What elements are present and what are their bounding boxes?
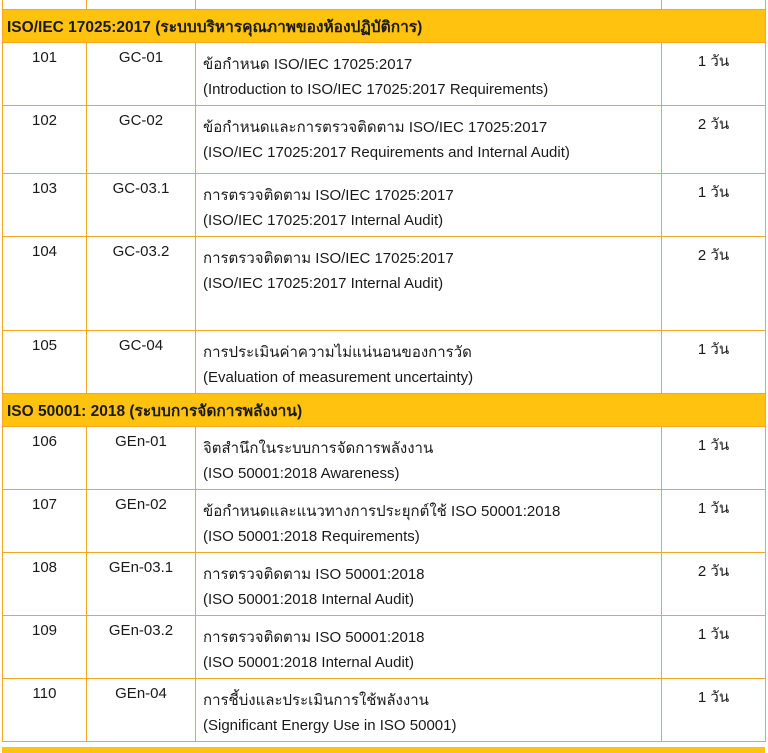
table-row xyxy=(3,616,766,679)
course-title-th: การตรวจติดตาม ISO/IEC 17025:2017 xyxy=(203,250,454,267)
next-section-header-edge xyxy=(2,747,765,753)
course-code: GEn-04 xyxy=(87,679,196,742)
table-top-edge-row xyxy=(3,0,766,10)
course-title xyxy=(196,553,662,616)
course-title-en: (Introduction to ISO/IEC 17025:2017 Requirements) xyxy=(203,81,549,98)
course-title-en: (ISO/IEC 17025:2017 Internal Audit) xyxy=(203,275,444,292)
section-header-iso50001 xyxy=(3,394,766,427)
course-title-en: (ISO 50001:2018 Awareness) xyxy=(203,465,400,482)
course-number: 107 xyxy=(3,490,87,553)
course-duration: 1 วัน xyxy=(662,679,766,742)
course-code: GC-02 xyxy=(87,106,196,174)
course-code: GEn-03.2 xyxy=(87,616,196,679)
course-title xyxy=(196,106,662,174)
course-title xyxy=(196,679,662,742)
course-duration: 2 วัน xyxy=(662,237,766,331)
course-number: 102 xyxy=(3,106,87,174)
course-code: GC-01 xyxy=(87,43,196,106)
course-number: 105 xyxy=(3,331,87,394)
table-row xyxy=(3,237,766,331)
course-title xyxy=(196,237,662,331)
course-duration: 1 วัน xyxy=(662,43,766,106)
course-number: 108 xyxy=(3,553,87,616)
course-number: 110 xyxy=(3,679,87,742)
course-duration: 1 วัน xyxy=(662,331,766,394)
course-title xyxy=(196,174,662,237)
course-code: GC-03.1 xyxy=(87,174,196,237)
table-row xyxy=(3,679,766,742)
course-code: GC-04 xyxy=(87,331,196,394)
course-title-th: ข้อกำหนด ISO/IEC 17025:2017 xyxy=(203,56,413,73)
section-heading: ISO/IEC 17025:2017 (ระบบบริหารคุณภาพของห้องปฏิบัติการ) xyxy=(3,10,766,43)
course-title-en: (ISO 50001:2018 Internal Audit) xyxy=(203,654,414,671)
course-title-en: (ISO/IEC 17025:2017 Requirements and Internal Audit) xyxy=(203,144,570,161)
course-title xyxy=(196,616,662,679)
course-duration: 1 วัน xyxy=(662,490,766,553)
course-title xyxy=(196,43,662,106)
table-row xyxy=(3,553,766,616)
course-title-th: จิตสำนึกในระบบการจัดการพลังงาน xyxy=(203,440,434,457)
course-title xyxy=(196,331,662,394)
table-row xyxy=(3,331,766,394)
course-duration: 1 วัน xyxy=(662,174,766,237)
course-number: 109 xyxy=(3,616,87,679)
course-duration: 1 วัน xyxy=(662,616,766,679)
course-number: 103 xyxy=(3,174,87,237)
course-title xyxy=(196,427,662,490)
course-duration: 1 วัน xyxy=(662,427,766,490)
course-number: 106 xyxy=(3,427,87,490)
table-row xyxy=(3,490,766,553)
table-row xyxy=(3,174,766,237)
course-code: GEn-02 xyxy=(87,490,196,553)
course-title-th: ข้อกำหนดและการตรวจติดตาม ISO/IEC 17025:2017 xyxy=(203,119,548,136)
course-title-en: (Significant Energy Use in ISO 50001) xyxy=(203,717,457,734)
course-title-en: (ISO/IEC 17025:2017 Internal Audit) xyxy=(203,212,444,229)
course-number: 104 xyxy=(3,237,87,331)
course-code: GEn-03.1 xyxy=(87,553,196,616)
course-table xyxy=(2,0,766,742)
course-title-th: การตรวจติดตาม ISO 50001:2018 xyxy=(203,566,425,583)
course-code: GC-03.2 xyxy=(87,237,196,331)
section-header-iso17025 xyxy=(3,10,766,43)
course-code: GEn-01 xyxy=(87,427,196,490)
table-row xyxy=(3,43,766,106)
section-heading: ISO 50001: 2018 (ระบบการจัดการพลังงาน) xyxy=(3,394,766,427)
course-title-th: การชี้บ่งและประเมินการใช้พลังงาน xyxy=(203,692,429,709)
course-duration: 2 วัน xyxy=(662,553,766,616)
table-row xyxy=(3,106,766,174)
course-title-en: (Evaluation of measurement uncertainty) xyxy=(203,369,474,386)
course-title-th: การตรวจติดตาม ISO 50001:2018 xyxy=(203,629,425,646)
course-title-th: การตรวจติดตาม ISO/IEC 17025:2017 xyxy=(203,187,454,204)
course-duration: 2 วัน xyxy=(662,106,766,174)
course-number: 101 xyxy=(3,43,87,106)
course-title-en: (ISO 50001:2018 Internal Audit) xyxy=(203,591,414,608)
course-title-en: (ISO 50001:2018 Requirements) xyxy=(203,528,420,545)
course-title-th: ข้อกำหนดและแนวทางการประยุกต์ใช้ ISO 50001:2018 xyxy=(203,503,561,520)
table-row xyxy=(3,427,766,490)
course-title xyxy=(196,490,662,553)
course-title-th: การประเมินค่าความไม่แน่นอนของการวัด xyxy=(203,344,472,361)
